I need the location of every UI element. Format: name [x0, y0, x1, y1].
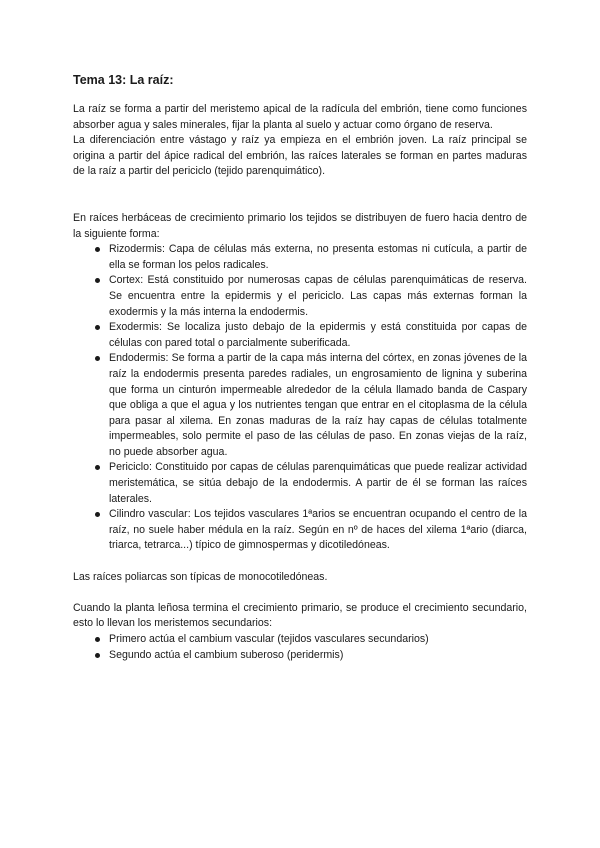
list-item [95, 632, 527, 648]
list-item-text: Segundo actúa el cambium suberoso (peridermis) [109, 648, 344, 661]
spacer [73, 585, 527, 601]
bullet-icon [95, 653, 100, 658]
list-item-text: Endodermis: Se forma a partir de la capa más interna del córtex, en zonas jóvenes de la raíz la endodermis presenta paredes radiales, un engrosamiento de lignina y suberina que forma un cinturón impermeable alrededor de la célula llamado banda de Caspary que obliga a que el agua y los nutrientes tengan que entrar en el citoplasma de la célula para pasar al xilema. En zonas maduras de la raíz hay capas de células totalmente impermeables, solo permite el paso de las células de paso. En zonas viejas de la raíz, no puede absorber agua. [109, 352, 527, 458]
secondary-list [73, 632, 527, 663]
spacer [73, 180, 527, 211]
bullet-icon [95, 512, 100, 517]
page-title: Tema 13: La raíz: [73, 73, 174, 87]
bullet-icon [95, 325, 100, 330]
bullet-icon [95, 465, 100, 470]
secondary-intro: Cuando la planta leñosa termina el crecimiento primario, se produce el crecimiento secundario, esto lo llevan los meristemos secundarios: [73, 601, 527, 630]
list-item-text: Rizodermis: Capa de células más externa, no presenta estomas ni cutícula, a partir de ella se forman los pelos radicales. [109, 243, 527, 271]
spacer [73, 554, 527, 570]
tissues-intro: En raíces herbáceas de crecimiento primario los tejidos se distribuyen de fuero hacia dentro de la siguiente forma: [73, 211, 527, 240]
bullet-icon [95, 356, 100, 361]
document-page [73, 72, 527, 663]
bullet-icon [95, 278, 100, 283]
list-item-text: Cortex: Está constituido por numerosas capas de células parenquimáticas de reserva. Se encuentra entre la epidermis y el periciclo. Las capas más externas forman la exodermis y la más interna la endodermis. [109, 274, 527, 318]
list-item [95, 460, 527, 507]
list-item-text: Periciclo: Constituido por capas de células parenquimáticas que puede realizar actividad meristemática, se sitúa debajo de la endodermis. A partir de él se forman las raíces laterales. [109, 461, 527, 505]
intro-paragraph-1: La raíz se forma a partir del meristemo apical de la radícula del embrión, tiene como funciones absorber agua y sales minerales, fijar la planta al suelo y actuar como órgano de reserva. [73, 103, 527, 131]
list-item [95, 351, 527, 460]
intro-paragraph-2: La diferenciación entre vástago y raíz ya empieza en el embrión joven. La raíz principal se origina a partir del ápice radical del embrión, las raíces laterales se forman en partes maduras de la raíz a partir del periciclo (tejido parenquimático). [73, 134, 527, 178]
list-item [95, 507, 527, 554]
bullet-icon [95, 637, 100, 642]
bullet-icon [95, 247, 100, 252]
list-item-text: Cilindro vascular: Los tejidos vasculares 1ªarios se encuentran ocupando el centro de la raíz, no suele haber médula en la raíz. Según en nº de haces del xilema 1ªario (diarca, triarca, tetrarca...) típico de gimnospermas y dicotiledóneas. [109, 508, 527, 552]
list-item-text: Exodermis: Se localiza justo debajo de la epidermis y está constituida por capas de células con pared total o parcialmente suberificada. [109, 321, 527, 349]
list-item-text: Primero actúa el cambium vascular (tejidos vasculares secundarios) [109, 633, 429, 645]
polyarch-paragraph: Las raíces poliarcas son típicas de monocotiledóneas. [73, 570, 328, 583]
list-item [95, 648, 527, 664]
list-item [95, 242, 527, 273]
list-item [95, 320, 527, 351]
tissues-list [73, 242, 527, 554]
list-item [95, 273, 527, 320]
